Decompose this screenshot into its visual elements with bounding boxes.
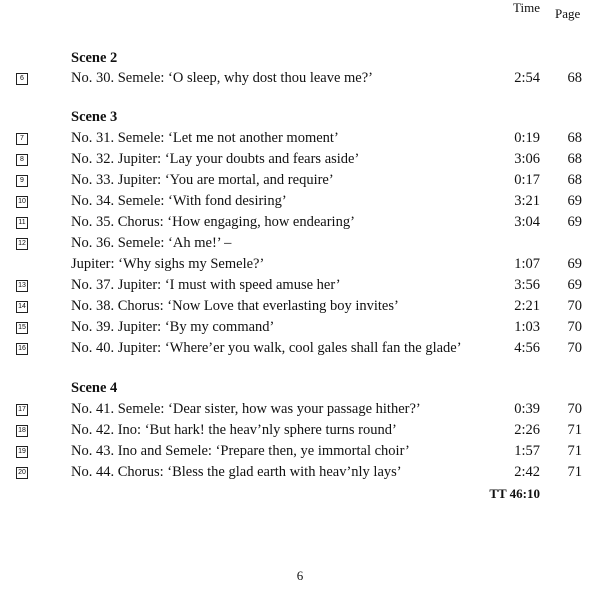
track-row bbox=[0, 464, 600, 485]
track-page: 70 bbox=[567, 319, 582, 335]
track-time: 1:07 bbox=[514, 256, 540, 272]
track-row bbox=[0, 151, 600, 172]
track-number-box: 8 bbox=[16, 154, 28, 166]
track-page: 70 bbox=[567, 298, 582, 314]
track-title: No. 41. Semele: ‘Dear sister, how was your passage hither?’ bbox=[71, 401, 421, 417]
track-row bbox=[0, 340, 600, 361]
track-row bbox=[0, 277, 600, 298]
track-row bbox=[0, 422, 600, 443]
track-title: No. 37. Jupiter: ‘I must with speed amuse her’ bbox=[71, 277, 341, 293]
track-time: 0:17 bbox=[514, 172, 540, 188]
track-number-box: 12 bbox=[16, 238, 28, 250]
track-page: 68 bbox=[567, 130, 582, 146]
track-page: 71 bbox=[567, 443, 582, 459]
track-page: 69 bbox=[567, 214, 582, 230]
track-page: 68 bbox=[567, 172, 582, 188]
track-time: 3:21 bbox=[514, 193, 540, 209]
track-title: No. 36. Semele: ‘Ah me!’ – bbox=[71, 235, 232, 251]
track-time: 4:56 bbox=[514, 340, 540, 356]
track-page: 70 bbox=[567, 401, 582, 417]
track-title: No. 42. Ino: ‘But hark! the heav’nly sphere turns round’ bbox=[71, 422, 397, 438]
track-row bbox=[0, 319, 600, 340]
track-row bbox=[0, 443, 600, 464]
column-header-time: Time bbox=[513, 0, 540, 15]
track-title: No. 34. Semele: ‘With fond desiring’ bbox=[71, 193, 287, 209]
scene-heading: Scene 3 bbox=[71, 109, 118, 125]
track-page: 68 bbox=[567, 70, 582, 86]
track-number-box: 11 bbox=[16, 217, 28, 229]
track-page: 68 bbox=[567, 151, 582, 167]
track-row bbox=[0, 130, 600, 151]
scene-heading: Scene 4 bbox=[71, 380, 118, 396]
track-time: 0:19 bbox=[514, 130, 540, 146]
track-number-box: 19 bbox=[16, 446, 28, 458]
track-page: 69 bbox=[567, 193, 582, 209]
scene-heading: Scene 2 bbox=[71, 50, 118, 66]
track-time: 2:54 bbox=[514, 70, 540, 86]
track-title: No. 31. Semele: ‘Let me not another moment’ bbox=[71, 130, 339, 146]
column-header-page: Page bbox=[555, 6, 581, 21]
track-time: 2:26 bbox=[514, 422, 540, 438]
track-row bbox=[0, 214, 600, 235]
track-title: No. 43. Ino and Semele: ‘Prepare then, ye immortal choir’ bbox=[71, 443, 410, 459]
total-time: TT 46:10 bbox=[489, 486, 540, 501]
track-number-box: 16 bbox=[16, 343, 28, 355]
track-time: 3:04 bbox=[514, 214, 540, 230]
track-time: 3:06 bbox=[514, 151, 540, 167]
track-number-box: 17 bbox=[16, 404, 28, 416]
track-title: No. 38. Chorus: ‘Now Love that everlasting boy invites’ bbox=[71, 298, 399, 314]
track-title: No. 32. Jupiter: ‘Lay your doubts and fears aside’ bbox=[71, 151, 360, 167]
track-page: 70 bbox=[567, 340, 582, 356]
track-row bbox=[0, 235, 600, 256]
track-page: 69 bbox=[567, 256, 582, 272]
track-number-box: 18 bbox=[16, 425, 28, 437]
track-row bbox=[0, 70, 600, 91]
track-time: 0:39 bbox=[514, 401, 540, 417]
track-title: Jupiter: ‘Why sighs my Semele?’ bbox=[71, 256, 265, 272]
track-title: No. 44. Chorus: ‘Bless the glad earth with heav’nly lays’ bbox=[71, 464, 402, 480]
track-row bbox=[0, 193, 600, 214]
track-number-box: 14 bbox=[16, 301, 28, 313]
track-time: 1:03 bbox=[514, 319, 540, 335]
track-title: No. 30. Semele: ‘O sleep, why dost thou leave me?’ bbox=[71, 70, 374, 86]
track-row-continuation bbox=[0, 256, 600, 277]
track-title: No. 40. Jupiter: ‘Where’er you walk, cool gales shall fan the glade’ bbox=[71, 340, 462, 356]
track-number-box: 13 bbox=[16, 280, 28, 292]
page-number: 6 bbox=[296, 568, 304, 583]
track-title: No. 33. Jupiter: ‘You are mortal, and require’ bbox=[71, 172, 334, 188]
track-number-box: 9 bbox=[16, 175, 28, 187]
track-page: 69 bbox=[567, 277, 582, 293]
track-time: 2:21 bbox=[514, 298, 540, 314]
track-time: 2:42 bbox=[514, 464, 540, 480]
track-number-box: 6 bbox=[16, 73, 28, 85]
track-time: 1:57 bbox=[514, 443, 540, 459]
track-number-box: 20 bbox=[16, 467, 28, 479]
track-number-box: 10 bbox=[16, 196, 28, 208]
track-page: 71 bbox=[567, 464, 582, 480]
track-page: 71 bbox=[567, 422, 582, 438]
track-row bbox=[0, 401, 600, 422]
track-time: 3:56 bbox=[514, 277, 540, 293]
track-title: No. 35. Chorus: ‘How engaging, how endearing’ bbox=[71, 214, 355, 230]
track-row bbox=[0, 298, 600, 319]
track-row bbox=[0, 172, 600, 193]
track-number-box: 7 bbox=[16, 133, 28, 145]
track-title: No. 39. Jupiter: ‘By my command’ bbox=[71, 319, 275, 335]
track-number-box: 15 bbox=[16, 322, 28, 334]
